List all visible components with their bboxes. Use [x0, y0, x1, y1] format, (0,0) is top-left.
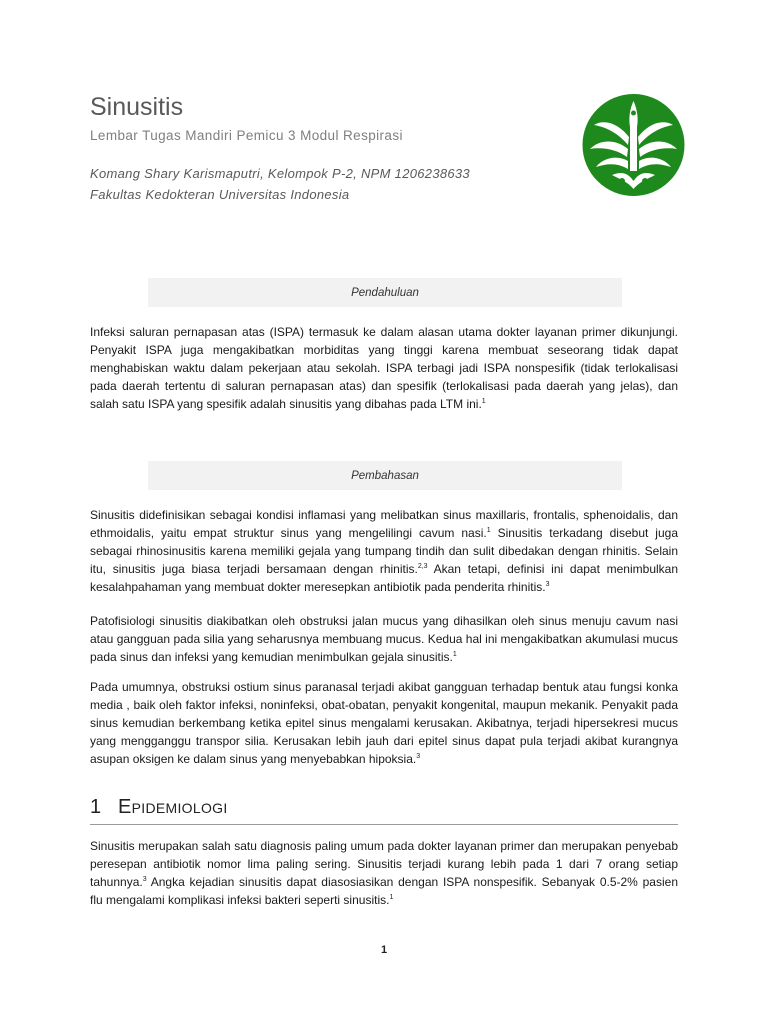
- paragraph-pathophysiology: Patofisiologi sinusitis diakibatkan oleh obstruksi jalan mucus yang dihasilkan oleh sinus menuju cavum nasi atau gangguan pada silia yang seharusnya membuang mucus. Kedua hal ini mengakibatkan akumulasi mucus pada sinus dan infeksi yang kemudian menimbulkan gejala sinusitis.$^1$: [90, 614, 678, 664]
- author-line: Komang Shary Karismaputri, Kelompok P-2, NPM 1206238633: [90, 166, 470, 181]
- citation-ref: 3: [142, 876, 147, 883]
- university-of-indonesia-makara-logo-icon: [582, 93, 685, 198]
- heading-number: 1: [90, 796, 102, 818]
- section-header-pembahasan: [148, 461, 622, 490]
- paragraph-obstruction: Pada umumnya, obstruksi ostium sinus paranasal terjadi akibat gangguan terhadap bentuk atau fungsi konka media , baik oleh faktor infeksi, noninfeksi, obat-obatan, penyakit kongenital, maupun mekanik. Penyakit pada sinus kemudian berkembang ketika epitel sinus mengalami kerusakan. Akibatnya, terjadi hipersekresi mucus yang mengganggu transpor silia. Kerusakan lebih jauh dari epitel sinus dapat pula terjadi akibat kurangnya asupan oksigen ke dalam sinus yang menyebabkan hipoksia.$^3$: [90, 680, 678, 766]
- section-header-label: Pembahasan: [351, 469, 419, 482]
- document-subtitle: Lembar Tugas Mandiri Pemicu 3 Modul Respirasi: [90, 128, 403, 143]
- page-number: 1: [380, 944, 388, 956]
- section-header-pendahuluan: [148, 278, 622, 307]
- paragraph-epidemiology: Sinusitis merupakan salah satu diagnosis paling umum pada dokter layanan primer dan merupakan penyebab peresepan antibiotik nomor lima paling sering. Sinusitis terjadi kurang lebih pada 1 dari 7 orang setiap tahunnya.$^3$ Angka kejadian sinusitis dapat diasosiasikan dengan ISPA nonspesifik. Sebanyak 0.5-2% pasien flu mengalami komplikasi infeksi bakteri seperti sinusitis.$^1$: [90, 839, 678, 907]
- citation-ref: 1: [486, 527, 491, 534]
- paragraph-definition: Sinusitis didefinisikan sebagai kondisi inflamasi yang melibatkan sinus maxillaris, frontalis, sphenoidalis, dan ethmoidalis, yaitu empat struktur sinus yang mengelilingi cavum nasi.$^1$ Sinusitis terkadang disebut juga sebagai rhinosinusitis karena memiliki gejala yang tumpang tindih dan sulit dibedakan dengan rhinitis. Selain itu, sinusitis juga biasa terjadi bersamaan dengan rhinitis.$^{2,3}$ Akan tetapi, definisi ini dapat menimbulkan kesalahpahaman yang membuat dokter meresepkan antibiotik pada penderita rhinitis.$^3$: [90, 508, 679, 594]
- document-title: Sinusitis: [90, 93, 184, 121]
- section-heading-epidemiologi: [90, 796, 678, 825]
- citation-ref: 2,3: [417, 563, 428, 570]
- citation-ref: 1: [481, 398, 486, 405]
- citation-ref: 3: [416, 753, 421, 760]
- section-header-label: Pendahuluan: [351, 286, 419, 299]
- heading-title: Epidemiologi: [118, 796, 228, 818]
- citation-ref: 3: [545, 581, 550, 588]
- citation-ref: 1: [389, 894, 394, 901]
- paragraph-intro: Infeksi saluran pernapasan atas (ISPA) termasuk ke dalam alasan utama dokter layanan primer dikunjungi. Penyakit ISPA juga mengakibatkan morbiditas yang tinggi karena membuat seseorang tidak dapat menghabiskan waktu dalam pekerjaan atau sekolah. ISPA terbagi jadi ISPA nonspesifik (tidak terlokalisasi pada daerah tertentu di saluran pernapasan atas) dan spesifik (terlokalisasi pada daerah yang jelas), dan salah satu ISPA yang spesifik adalah sinusitis yang dibahas pada LTM ini.$^1$: [90, 325, 678, 411]
- citation-ref: 1: [452, 651, 457, 658]
- affiliation-line: Fakultas Kedokteran Universitas Indonesia: [90, 187, 350, 202]
